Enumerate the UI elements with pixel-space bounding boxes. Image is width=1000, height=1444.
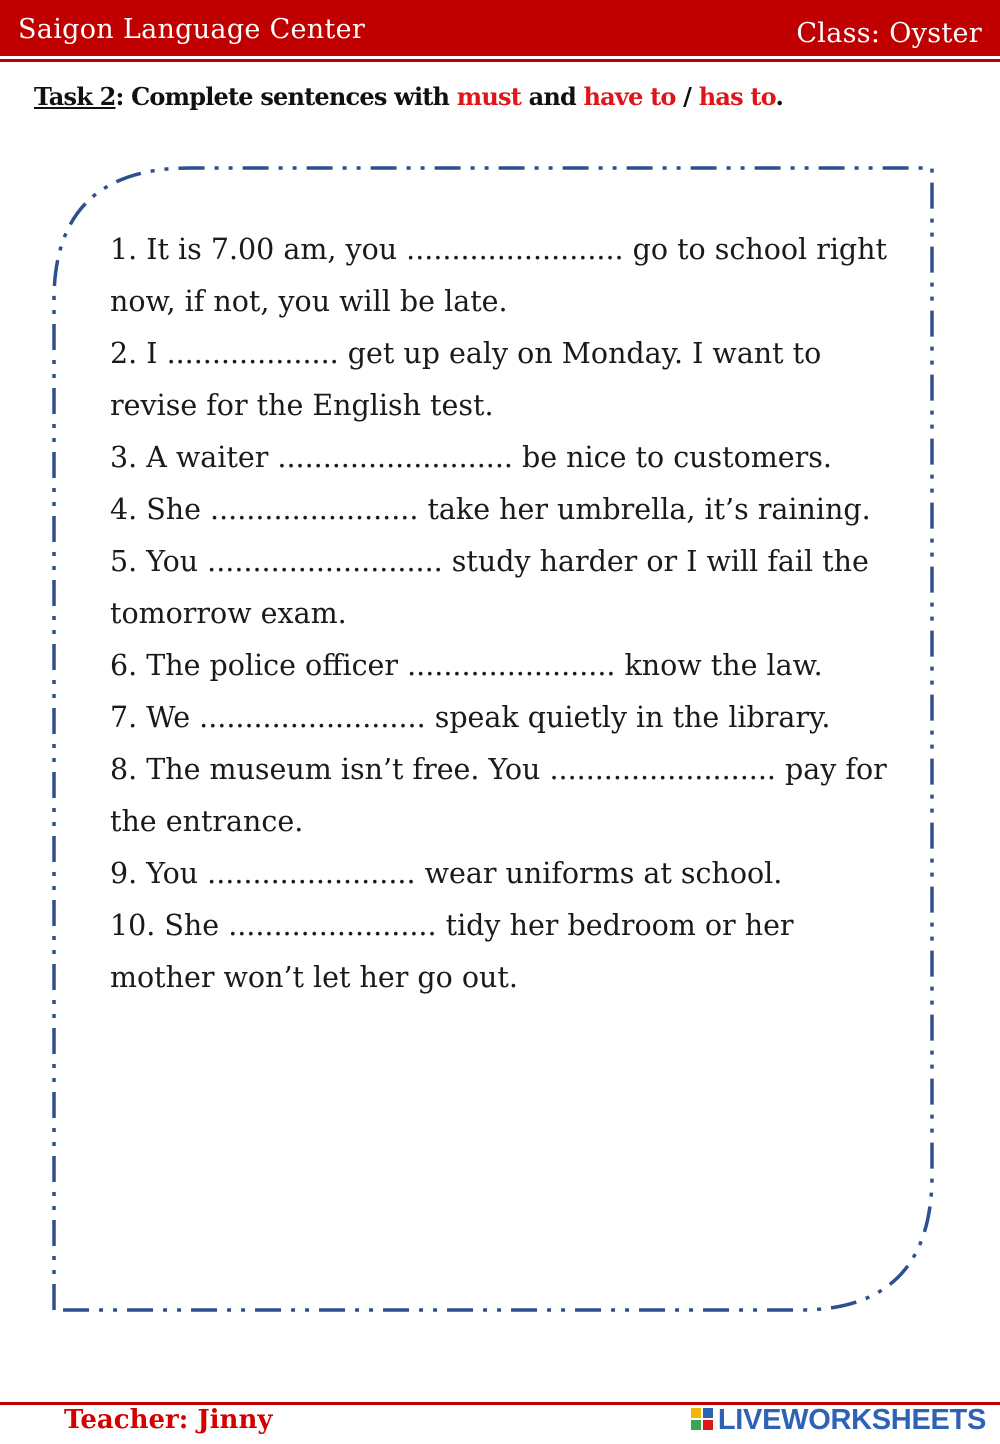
sentence-6: 6. The police officer ....................... know the law. (110, 649, 823, 682)
sentence-9: 9. You ....................... wear uniforms at school. (110, 857, 783, 890)
class-label: Class: Oyster (796, 18, 982, 49)
sentence-4: 4. She ....................... take her umbrella, it’s raining. (110, 493, 871, 526)
task-slash: / (675, 82, 699, 111)
sentence-2: 2. I ................... get up ealy on Monday. I want to revise for the English test. (110, 337, 822, 422)
liveworksheets-brand (690, 1404, 986, 1437)
teacher-name: Teacher: Jinny (64, 1405, 273, 1435)
sentence-5: 5. You .......................... study harder or I will fail the tomorrow exam. (110, 545, 869, 630)
task-period: . (775, 82, 783, 111)
sentence-10: 10. She ....................... tidy her bedroom or her mother won’t let her go out. (110, 909, 794, 994)
task-and: and (521, 82, 584, 111)
sentence-1: 1. It is 7.00 am, you ........................ go to school right now, if not, you will be late. (110, 233, 887, 318)
sentence-3: 3. A waiter .......................... be nice to customers. (110, 441, 832, 474)
word-have-to: have to (583, 82, 676, 111)
word-must: must (456, 82, 522, 111)
sentence-list (110, 224, 890, 1004)
task-label: Task 2 (34, 82, 116, 111)
word-has-to: has to (698, 82, 776, 111)
liveworksheets-text: LIVEWORKSHEETS (717, 1404, 986, 1436)
center-name: Saigon Language Center (18, 14, 366, 45)
liveworksheets-logo-icon (690, 1407, 714, 1435)
sentence-8: 8. The museum isn’t free. You ......................... pay for the entrance. (110, 753, 887, 838)
task-intro: : Complete sentences with (115, 82, 457, 111)
sentence-7: 7. We ......................... speak quietly in the library. (110, 701, 831, 734)
